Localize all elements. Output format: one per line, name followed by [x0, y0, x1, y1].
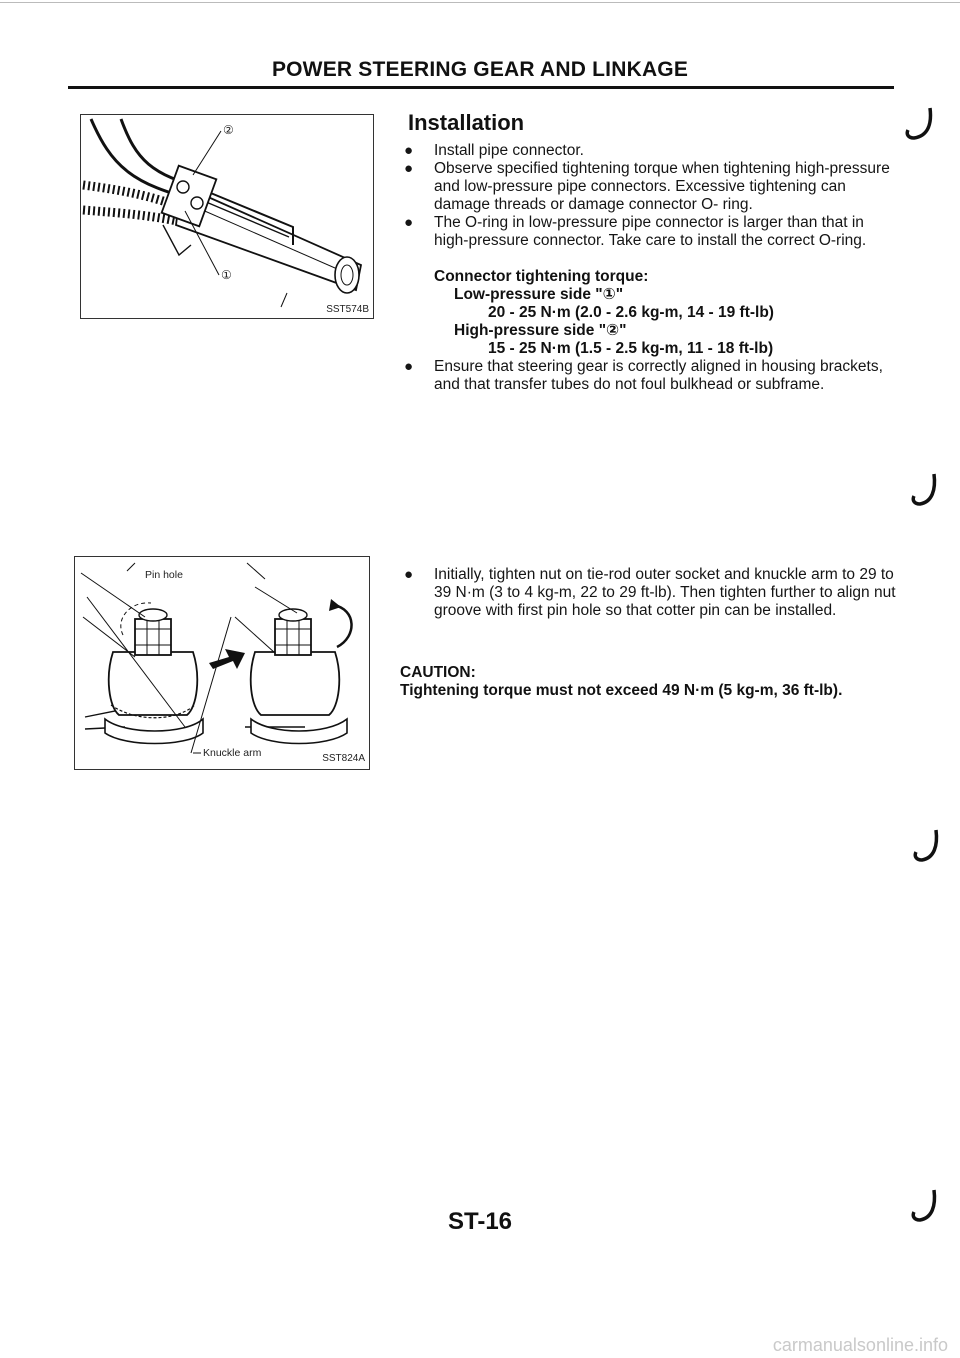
page-header-title: POWER STEERING GEAR AND LINKAGE	[271, 58, 689, 81]
figure-code: SST574B	[326, 304, 369, 315]
callout-2: ②	[223, 123, 234, 137]
bullet-marker: ●	[404, 566, 414, 583]
tie-rod-nut-illustration	[75, 557, 369, 769]
section-heading-installation: Installation	[408, 110, 525, 135]
bullet-marker: ●	[404, 358, 414, 375]
margin-check-mark	[906, 470, 946, 510]
bullet-marker: ●	[404, 160, 414, 177]
label-pin-hole: Pin hole	[145, 569, 183, 581]
margin-check-mark	[908, 826, 948, 866]
pipe-connector-illustration	[81, 115, 373, 318]
bullet-o-ring: ● The O-ring in low-pressure pipe connector is larger than that in high-pressure connector. Take care to install the correct O-ring.	[404, 214, 867, 249]
low-pressure-label: Low-pressure side "①"	[454, 286, 624, 303]
caution-heading: CAUTION:	[400, 664, 476, 681]
figure-tie-rod-nut	[74, 556, 370, 770]
high-pressure-label: High-pressure side "②"	[454, 322, 627, 339]
watermark: carmanualsonline.info	[772, 1335, 948, 1355]
bullet-observe-torque: ● Observe specified tightening torque when tightening high-pressure and low-pressure pipe connectors. Excessive tightening can damage threads or damage connector O- ring.	[404, 160, 890, 213]
margin-check-mark	[900, 104, 940, 144]
bullet-marker: ●	[404, 142, 414, 159]
figure-code: SST824A	[322, 753, 365, 764]
torque-spec-title: Connector tightening torque:	[434, 268, 649, 285]
high-pressure-value: 15 - 25 N·m (1.5 - 2.5 kg-m, 11 - 18 ft-lb)	[488, 340, 774, 357]
low-pressure-value: 20 - 25 N·m (2.0 - 2.6 kg-m, 14 - 19 ft-lb)	[488, 304, 774, 321]
bullet-ensure-alignment: ● Ensure that steering gear is correctly aligned in housing brackets, and that transfer tubes do not foul bulkhead or subframe.	[404, 358, 883, 393]
top-border-rule	[0, 2, 960, 3]
figure-pipe-connector	[80, 114, 374, 319]
callout-1: ①	[221, 268, 232, 282]
caution-text: Tightening torque must not exceed 49 N·m (5 kg-m, 36 ft-lb).	[400, 682, 843, 699]
bullet-install-pipe: ● Install pipe connector.	[404, 142, 584, 159]
bullet-marker: ●	[404, 214, 414, 231]
page-number: ST-16	[447, 1208, 513, 1235]
bullet-tie-rod-nut: ● Initially, tighten nut on tie-rod outer socket and knuckle arm to 29 to 39 N·m (3 to 4 kg-m, 22 to 29 ft-lb). Then tighten further to align nut groove with first pin hole so that cotter pin can be installed.	[404, 566, 896, 619]
label-knuckle-arm: Knuckle arm	[203, 747, 262, 759]
header-rule	[68, 86, 894, 89]
